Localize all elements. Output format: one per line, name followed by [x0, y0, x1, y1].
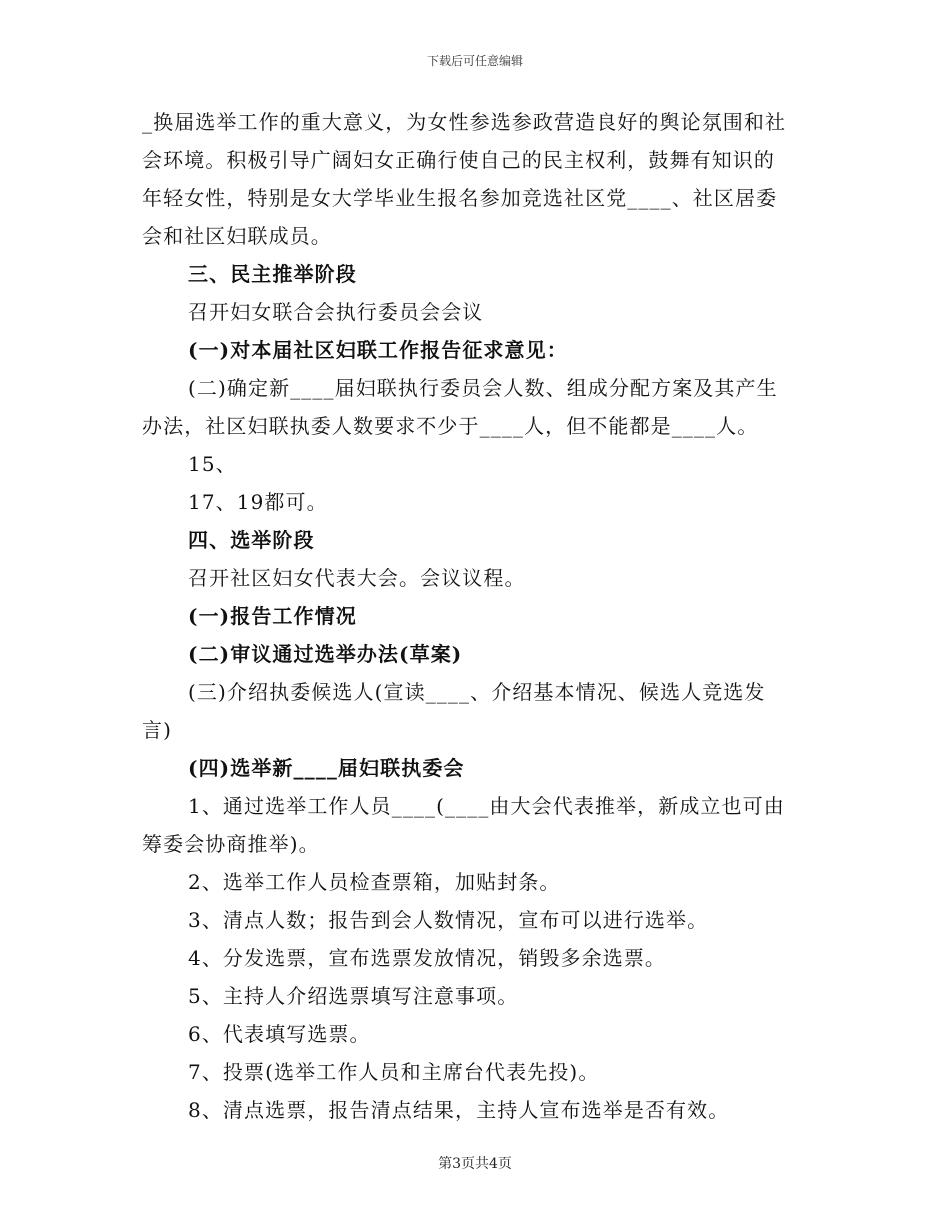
paragraph-line: 召开社区妇女代表大会。会议议程。 [188, 566, 526, 590]
section-heading: 四、选举阶段 [188, 528, 315, 552]
paragraph-line: 年轻女性，特别是女大学毕业生报名参加竞选社区党____、社区居委 [142, 186, 778, 210]
paragraph-line: 会和社区妇联成员。 [142, 224, 332, 248]
paragraph-line: 办法，社区妇联执委人数要求不少于____人，但不能都是____人。 [142, 414, 759, 438]
subsection-heading: (二)审议通过选举办法(草案) [188, 642, 463, 666]
paragraph-line: (三)介绍执委候选人(宣读____、介绍基本情况、候选人竞选发 [188, 680, 766, 704]
list-item: 1、通过选举工作人员____(____由大会代表推举，新成立也可由 [188, 794, 785, 818]
paragraph-line: (二)确定新____届妇联执行委员会人数、组成分配方案及其产生 [188, 376, 778, 400]
paragraph-line: _换届选举工作的重大意义，为女性参选参政营造良好的舆论氛围和社 [142, 110, 787, 134]
paragraph-line: 召开妇女联合会执行委员会会议 [188, 300, 484, 324]
subsection-heading: (一)报告工作情况 [188, 604, 357, 628]
page-footer: 第3页共4页 [438, 1156, 512, 1172]
list-item: 5、主持人介绍选票填写注意事项。 [188, 984, 519, 1008]
list-item: 6、代表填写选票。 [188, 1022, 371, 1046]
paragraph-line: 言) [142, 718, 173, 742]
paragraph-line: 会环境。积极引导广阔妇女正确行使自己的民主权利，鼓舞有知识的 [142, 148, 775, 172]
list-item: 8、清点选票，报告清点结果，主持人宣布选举是否有效。 [188, 1098, 730, 1122]
subsection-heading: (四)选举新____届妇联执委会 [188, 756, 465, 780]
subsection-heading: (一)对本届社区妇联工作报告征求意见： [188, 338, 568, 362]
page-header: 下载后可任意编辑 [426, 54, 523, 68]
list-item-continuation: 筹委会协商推举)。 [142, 832, 320, 856]
list-item: 3、清点人数；报告到会人数情况，宣布可以进行选举。 [188, 908, 709, 932]
list-item: 7、投票(选举工作人员和主席台代表先投)。 [188, 1060, 600, 1084]
section-heading: 三、民主推举阶段 [188, 262, 357, 286]
paragraph-line: 17、19都可。 [188, 490, 328, 514]
list-item: 2、选举工作人员检查票箱，加贴封条。 [188, 870, 561, 894]
paragraph-line: 15、 [188, 452, 237, 476]
list-item: 4、分发选票，宣布选票发放情况，销毁多余选票。 [188, 946, 667, 970]
